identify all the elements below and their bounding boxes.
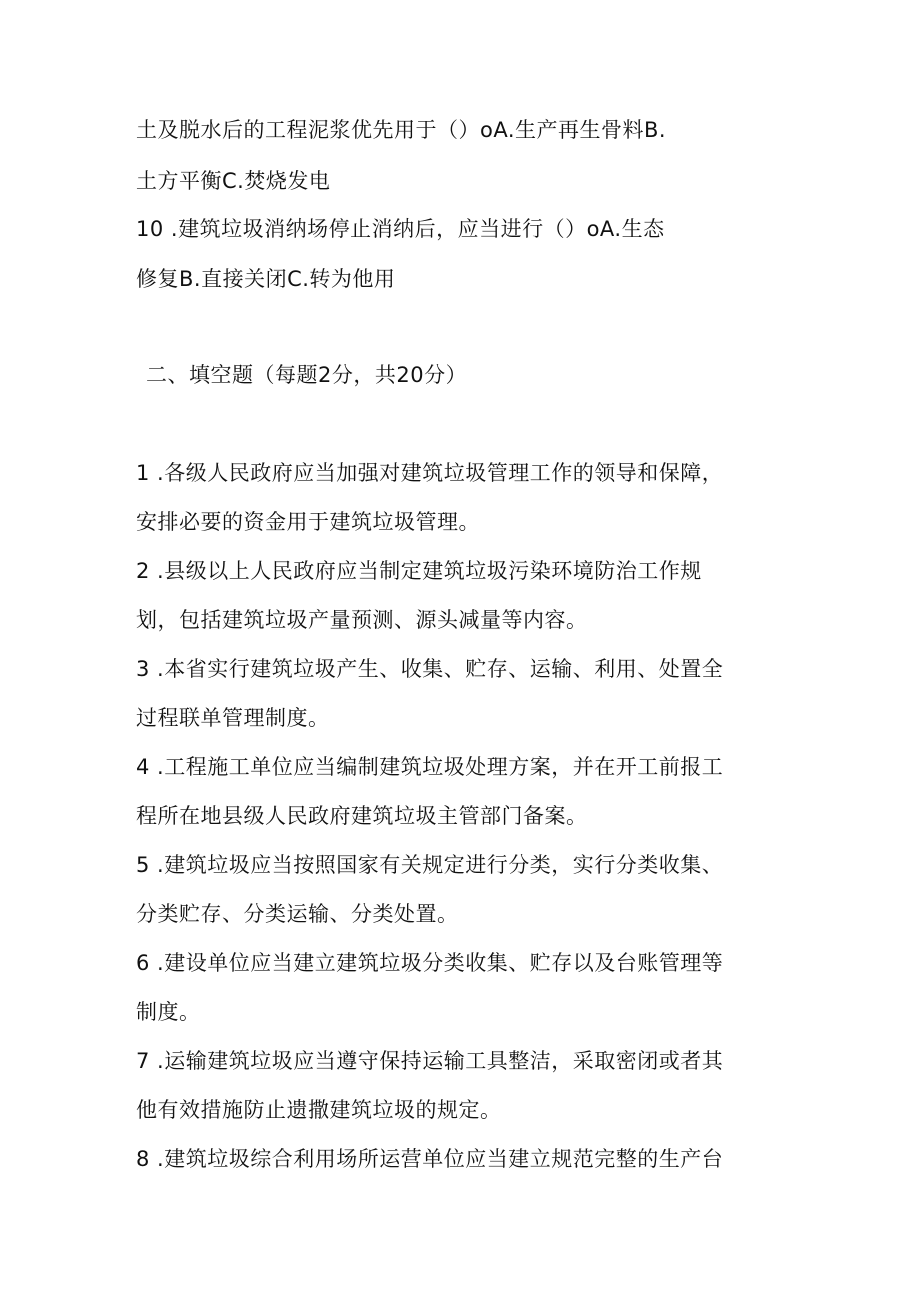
question-9-options-line-2: 土方平衡C.焚烧发电 (136, 169, 331, 193)
fill-item-6-line-1: 6 .建设单位应当建立建筑垃圾分类收集、贮存以及台账管理等 (136, 951, 724, 975)
fill-item-2-line-1: 2 .县级以上人民政府应当制定建筑垃圾污染环境防治工作规 (136, 559, 702, 583)
question-9-options-line-1: 土及脱水后的工程泥浆优先用于（）oA.生产再生骨料B. (136, 118, 667, 142)
fill-item-4-line-1: 4 .工程施工单位应当编制建筑垃圾处理方案，并在开工前报工 (136, 755, 724, 779)
fill-item-5-line-2: 分类贮存、分类运输、分类处置。 (136, 902, 459, 926)
fill-item-2-line-2: 划，包括建筑垃圾产量预测、源头减量等内容。 (136, 608, 588, 632)
section-heading-fill-in: 二、填空题（每题2分，共20分） (146, 363, 468, 387)
fill-item-6-line-2: 制度。 (136, 1000, 201, 1024)
fill-item-8-line-1: 8 .建筑垃圾综合利用场所运营单位应当建立规范完整的生产台 (136, 1147, 724, 1171)
fill-item-5-line-1: 5 .建筑垃圾应当按照国家有关规定进行分类，实行分类收集、 (136, 853, 724, 877)
fill-item-7-line-1: 7 .运输建筑垃圾应当遵守保持运输工具整洁，采取密闭或者其 (136, 1049, 724, 1073)
fill-item-1-line-2: 安排必要的资金用于建筑垃圾管理。 (136, 510, 480, 534)
question-10-line-1: 10 .建筑垃圾消纳场停止消纳后，应当进行（）oA.生态 (136, 217, 665, 241)
fill-item-3-line-2: 过程联单管理制度。 (136, 706, 330, 730)
fill-item-7-line-2: 他有效措施防止遗撒建筑垃圾的规定。 (136, 1098, 502, 1122)
fill-item-4-line-2: 程所在地县级人民政府建筑垃圾主管部门备案。 (136, 804, 588, 828)
question-10-line-2: 修复B.直接关闭C.转为他用 (136, 267, 396, 291)
fill-item-3-line-1: 3 .本省实行建筑垃圾产生、收集、贮存、运输、利用、处置全 (136, 657, 724, 681)
fill-item-1-line-1: 1 .各级人民政府应当加强对建筑垃圾管理工作的领导和保障， (136, 461, 724, 485)
